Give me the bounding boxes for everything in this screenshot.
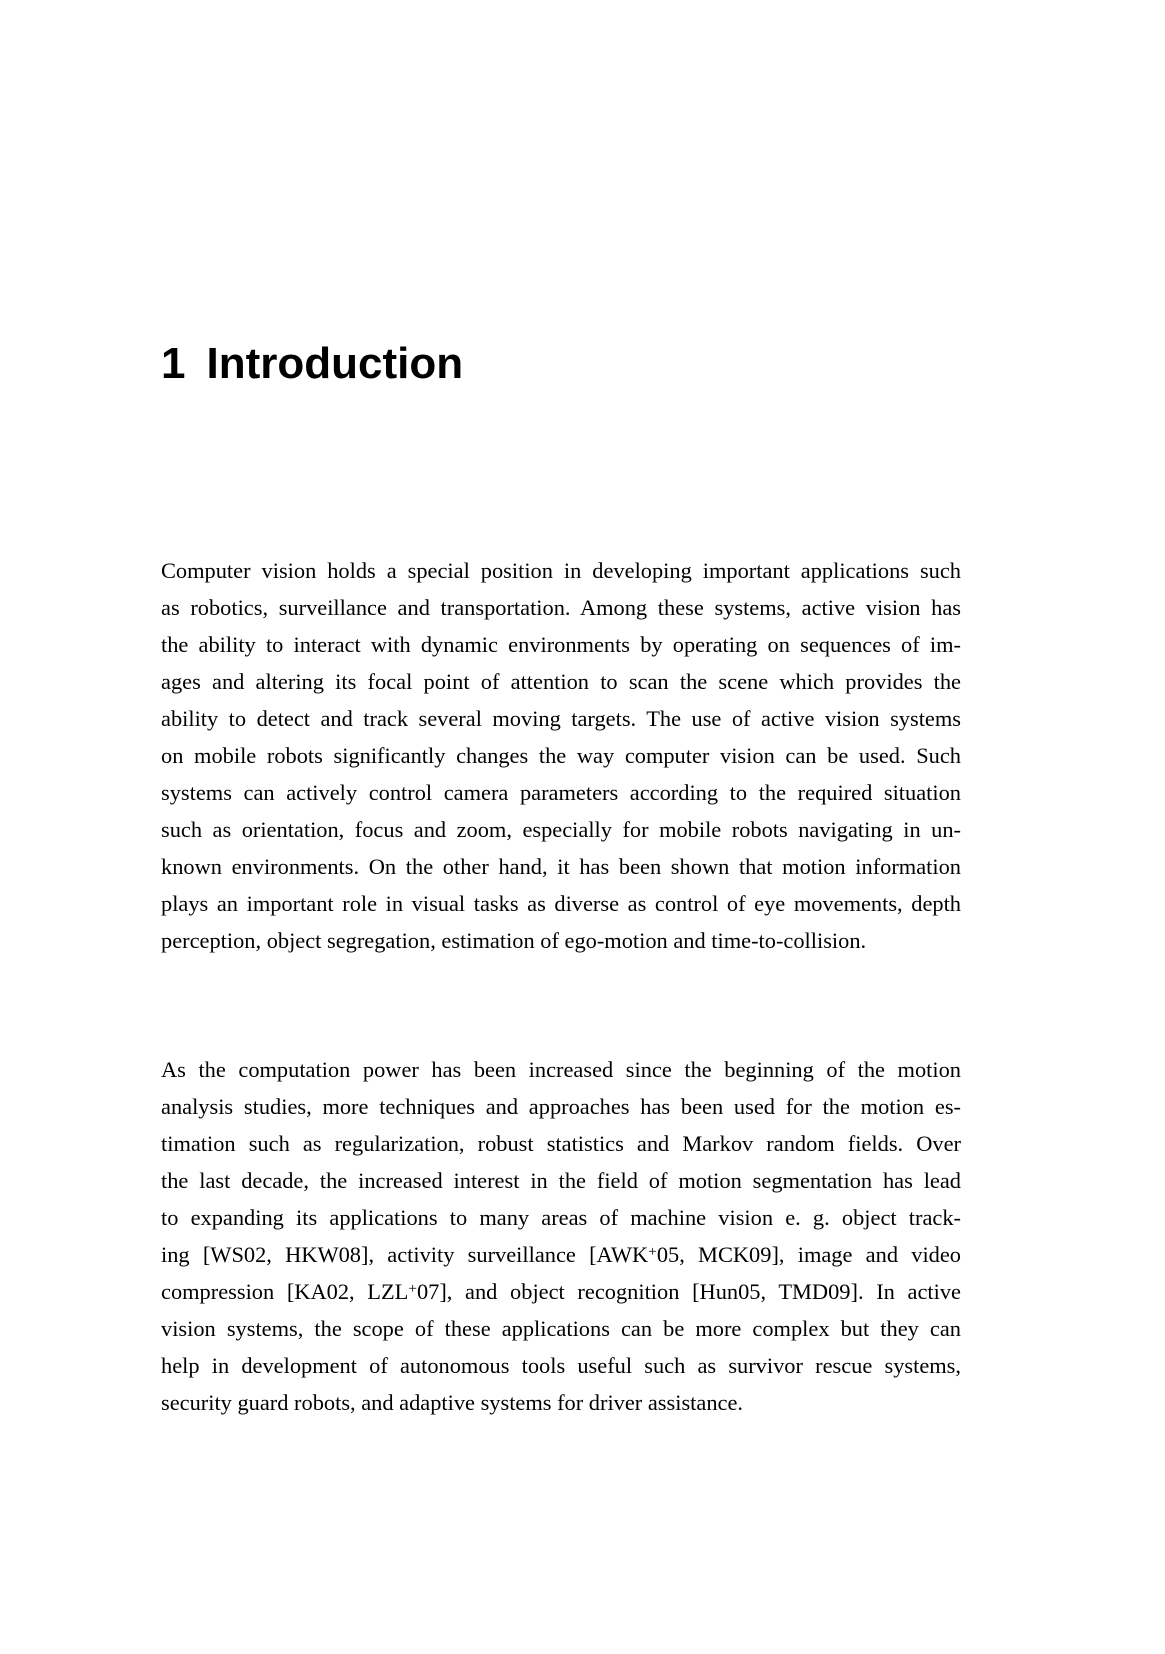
text-line: ages and altering its focal point of attention to scan the scene which provides the — [161, 669, 961, 694]
text-line: Computer vision holds a special position in developing important applications such — [161, 558, 961, 583]
text-line: such as orientation, focus and zoom, especially for mobile robots navigating in un- — [161, 817, 961, 842]
section-title: Introduction — [206, 339, 464, 388]
text-line: analysis studies, more techniques and approaches has been used for the motion es- — [161, 1094, 961, 1119]
text-line: timation such as regularization, robust statistics and Markov random fields. Over — [161, 1131, 961, 1156]
text-line: the last decade, the increased interest in the field of motion segmentation has lead — [161, 1168, 961, 1193]
text-line: on mobile robots significantly changes the way computer vision can be used. Such — [161, 743, 961, 768]
text-line: ability to detect and track several moving targets. The use of active vision systems — [161, 706, 961, 731]
text-line: plays an important role in visual tasks as diverse as control of eye movements, depth — [161, 891, 961, 916]
text-line: As the computation power has been increased since the beginning of the motion — [161, 1057, 961, 1082]
section-number: 1 — [161, 339, 186, 388]
text-line: compression [KA02, LZL+07], and object recognition [Hun05, TMD09]. In active — [161, 1279, 961, 1304]
text-line: help in development of autonomous tools useful such as survivor rescue systems, — [161, 1353, 961, 1378]
paragraph — [161, 1051, 961, 1421]
text-line: known environments. On the other hand, it has been shown that motion information — [161, 854, 961, 879]
paragraph — [161, 552, 961, 959]
text-line: to expanding its applications to many areas of machine vision e. g. object track- — [161, 1205, 961, 1230]
text-line: as robotics, surveillance and transportation. Among these systems, active vision has — [161, 595, 961, 620]
text-line: systems can actively control camera parameters according to the required situation — [161, 780, 961, 805]
text-line: security guard robots, and adaptive systems for driver assistance. — [161, 1390, 743, 1415]
body-text — [161, 552, 961, 1513]
text-line: perception, object segregation, estimation of ego-motion and time-to-collision. — [161, 928, 867, 953]
text-line: vision systems, the scope of these applications can be more complex but they can — [161, 1316, 961, 1341]
section-heading — [161, 341, 463, 387]
text-line: the ability to interact with dynamic environments by operating on sequences of im- — [161, 632, 961, 657]
text-line: ing [WS02, HKW08], activity surveillance [AWK+05, MCK09], image and video — [161, 1242, 961, 1267]
